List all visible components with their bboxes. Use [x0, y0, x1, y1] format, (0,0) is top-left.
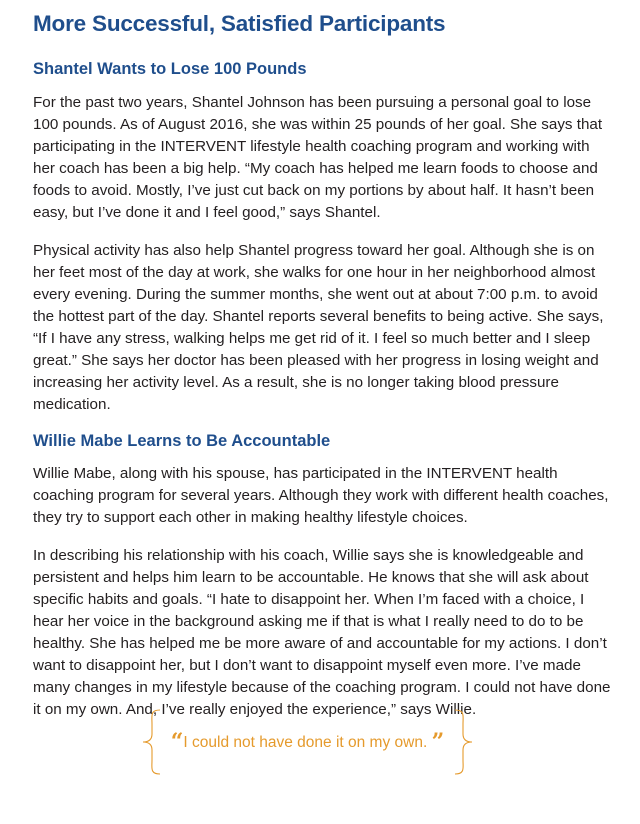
pull-quote: [140, 708, 475, 776]
close-quote-icon: ”: [431, 729, 445, 755]
open-quote-icon: “: [170, 729, 184, 755]
section-heading-shantel: Shantel Wants to Lose 100 Pounds: [33, 60, 307, 78]
pull-quote-text: [164, 730, 451, 755]
section-heading-willie: Willie Mabe Learns to Be Accountable: [33, 432, 331, 450]
left-brace-icon: [140, 708, 164, 776]
shantel-paragraph-1: For the past two years, Shantel Johnson has been pursuing a personal goal to lose 100 pounds. As of August 2016, she was within 25 pounds of her goal. She says that participating in the INTERVENT lifestyle health coaching program and working with her coach has been a big help. “My coach has helped me learn foods to choose and foods to avoid. Mostly, I’ve just cut back on my portions by about half. It hasn’t been easy, but I’ve done it and I feel good,” says Shantel.: [33, 94, 603, 221]
willie-paragraph-2: In describing his relationship with his coach, Willie says she is knowledgeable and persistent and helps him learn to be accountable. He knows that she will ask about specific habits and goals. “I hate to disappoint her. When I’m faced with a choice, I hear her voice in the background asking me if that is what I really need to do to be healthy. She has helped me be more aware of and accountable for my actions. I don’t want to disappoint her, but I don’t want to disappoint myself even more. I’ve made many changes in my lifestyle because of the coaching program. I could not have done it on my own. And, I’ve really enjoyed the experience,” says Willie.: [33, 547, 611, 718]
page-title: More Successful, Satisfied Participants: [33, 11, 446, 36]
pull-quote-body: I could not have done it on my own.: [183, 734, 428, 751]
article: [33, 8, 613, 721]
willie-paragraph-1: Willie Mabe, along with his spouse, has participated in the INTERVENT health coaching program for several years. Although they work with different health coaches, they try to support each other in making healthy lifestyle choices.: [33, 465, 609, 526]
shantel-paragraph-2: Physical activity has also help Shantel progress toward her goal. Although she is on her feet most of the day at work, she walks for one hour in her neighborhood almost every evening. During the summer months, she went out at about 7:00 p.m. to avoid the hottest part of the day. Shantel reports several benefits to being active. She says, “If I have any stress, walking helps me get rid of it. I feel so much better and I sleep great.” She says her doctor has been pleased with her progress in losing weight and increasing her activity level. As a result, she is no longer taking blood pressure medication.: [33, 242, 604, 413]
right-brace-icon: [451, 708, 475, 776]
